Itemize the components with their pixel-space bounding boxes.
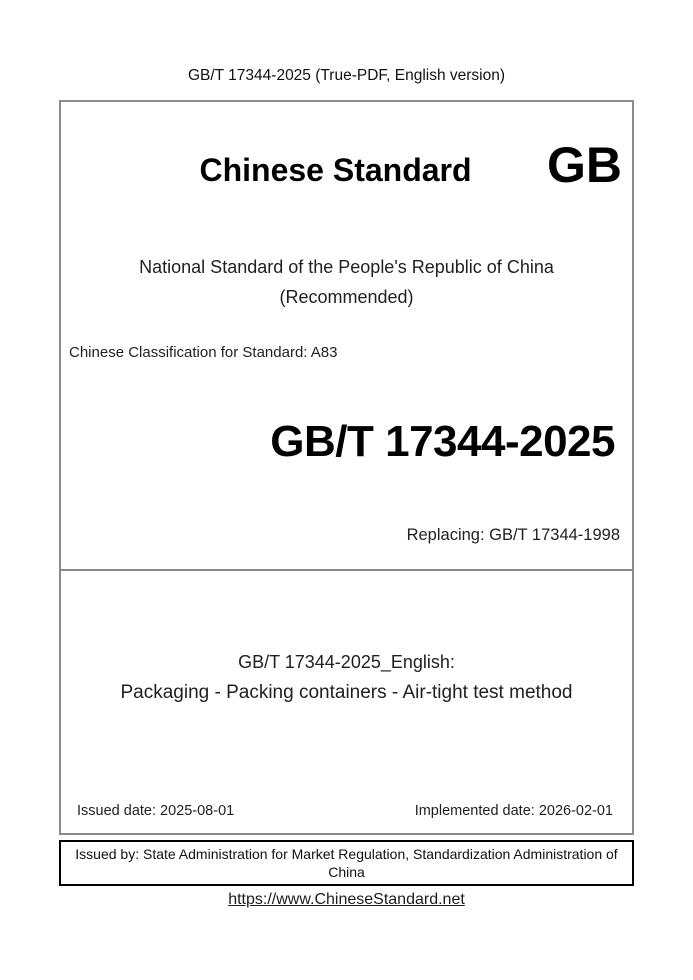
english-title-label: GB/T 17344-2025_English:: [238, 652, 455, 672]
standard-code: GB/T 17344-2025: [270, 417, 615, 466]
classification-line: Chinese Classification for Standard: A83: [69, 344, 338, 361]
replacing-line: Replacing: GB/T 17344-1998: [406, 526, 620, 544]
issued-date: Issued date: 2025-08-01: [77, 803, 235, 819]
recommended-line: (Recommended): [279, 287, 414, 307]
issuer-line-2: China: [328, 864, 365, 880]
english-title: Packaging - Packing containers - Air-tight test method: [120, 682, 573, 703]
site-link[interactable]: https://www.ChineseStandard.net: [228, 891, 465, 908]
issuer-line-1: Issued by: State Administration for Market Regulation, Standardization Administration of: [75, 846, 618, 862]
issuer-box: [59, 840, 634, 886]
footer: [0, 892, 693, 908]
national-standard-line: National Standard of the People's Republic of China: [139, 257, 554, 277]
page-header-title: GB/T 17344-2025 (True-PDF, English version): [187, 67, 506, 84]
implemented-date: Implemented date: 2026-02-01: [414, 803, 613, 819]
standard-cover-box: [59, 100, 634, 835]
brand-title: Chinese Standard: [199, 152, 472, 188]
gb-logo-text: GB: [547, 137, 622, 193]
cover-section-divider: [59, 569, 634, 571]
